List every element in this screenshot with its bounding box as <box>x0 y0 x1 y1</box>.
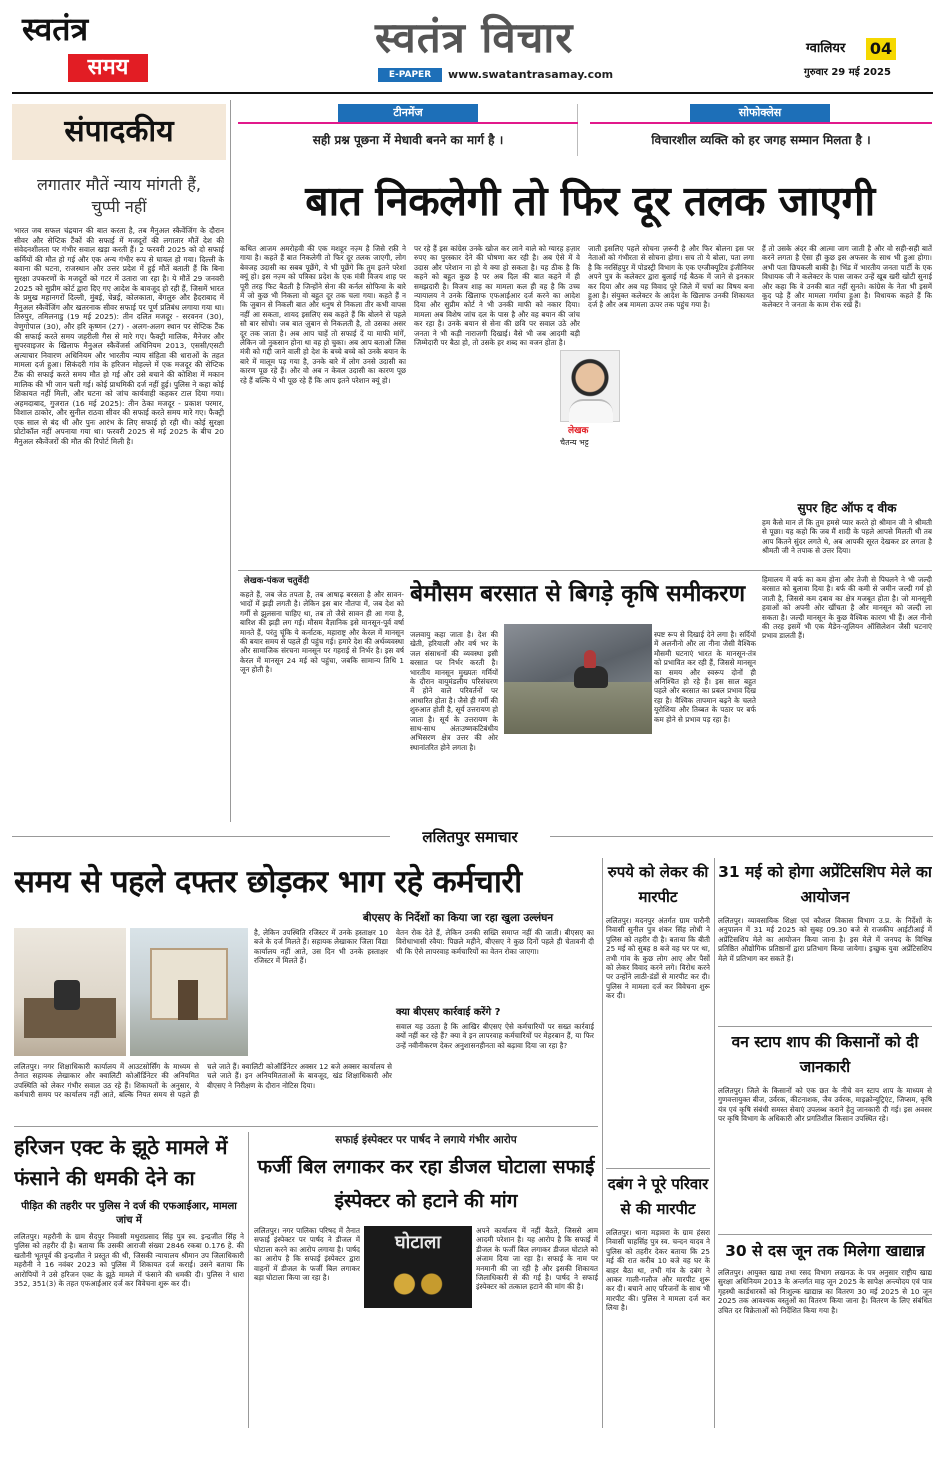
harijan-divider <box>248 1132 249 1428</box>
lead-col-4: हैं तो उसके अंदर की आत्मा जाग जाती है और वो सही-सही बातें करने लगता है ऐसा ही कुछ इस अफसर के साथ भी हुआ होगा। अभी पता छिपकली बाकी है। भिंड में भारतीय जनता पार्टी के एक विधायक जी ने कलेक्टर के पास जाकर उन्हें खूब खरी खोटी सुनाई और कहा कि वे उनकी बात नहीं सुनते। कांग्रेस के नेता भी इसमें कूद पड़े हैं और मामला गर्माया हुआ है। विधायक कहते हैं कि कलेक्टर ने जनता के काम रोक रखे हैं। <box>762 244 932 310</box>
khad-headline: 30 से दस जून तक मिलेगा खाद्यान्न <box>725 1242 925 1260</box>
agri-col-3: स्पष्ट रूप से दिखाई देने लगा है। सर्दियों में अलनीनो और ला नीना जैसी वैश्विक मौसमी घटनाएं भारत के मानसून-तंत्र को प्रभावित कर रही हैं, जिससे मानसून का समय और स्वरूप दोनों ही अनिश्चित हो रहे हैं। इस साल बहुत पहले और बरसात का प्रबल प्रभाव दिख रहा है। वैश्विक तापमान बढ़ने के चलते यूरोशिया और तिब्बत के पठार पर बर्फ कम होने से प्रभाव पड़ रहा है। <box>654 630 756 724</box>
masthead-rule <box>12 92 933 94</box>
registration-bar <box>14 1444 932 1452</box>
masthead <box>0 0 945 92</box>
office-chair <box>54 980 80 1010</box>
superhit-title: सुपर हिट ऑफ द वीक <box>797 501 897 515</box>
agri-col-2: जलवायु कहा जाता है। देश की खेती, हरियाली और वर्ष भर के जल संसाधनों की व्यवस्था इसी बरसात पर निर्भर करती है। भारतीय मानसून मुख्यतः गर्मियों के दौरान वायुमंडलीय परिसंचरण में होने वाले परिवर्तनों पर आधारित होता है। जैसे ही गर्मी की शुरुआत होती है, सूर्य उत्तरायण हो जाता है। सूर्य के उत्तरायण के साथ-साथ अंतःउष्णकटिबंधीय अभिसरण क्षेत्र उत्तर की ओर स्थानांतरित होने लगता है। <box>410 630 498 752</box>
teaser-1-bar <box>238 122 578 124</box>
diesel-col-1: ललितपुर। नगर पालिका परिषद में तैनात सफाई इंस्पेक्टर पर पार्षद ने डीजल में घोटाला करने का आरोप लगाया है। पार्षद का आरोप है कि सफाई इंस्पेक्टर द्वारा वाहनों में डीजल के फर्जी बिल लगाकर बड़ा घोटाला किया जा रहा है। <box>254 1226 360 1283</box>
teaser-1 <box>238 104 578 156</box>
lead-bottom-rule <box>238 570 932 571</box>
dabang-headline: दबंग ने पूरे परिवार से की मारपीट <box>607 1175 709 1218</box>
vanstop-body: ललितपुर। जिले के किसानों को एक छत के नीचे वन स्टाप शाप के माध्यम से गुणवत्तायुक्त बीज, उर्वरक, कीटनाशक, जैव उर्वरक, माइक्रोन्यूट्रिएंट, जिप्सम, कृषि यंत्र एवं कृषि संबंधी समस्त सेवाएं उपलब्ध कराने हेतु जानकारी दी गई। इस अवसर पर कृषि विभाग के अधिकारी और प्रगतिशील किसान उपस्थित रहे। <box>718 1086 932 1124</box>
rupees-rule <box>606 1168 710 1169</box>
lalitpur-main-col-2b: सवाल यह उठता है कि आखिर बीएसए ऐसे कर्मचारियों पर सख्त कार्रवाई क्यों नहीं कर रहे हैं? क्या वे इन लापरवाह कर्मचारियों पर मेहरबान हैं, या फिर उन्हें नवीनीकरण देकर अनुशासनहीनता को बढ़ावा दिया जा रहा है? <box>396 1022 594 1050</box>
lalitpur-right-divider <box>714 858 715 1428</box>
agri-headline: बेमौसम बरसात से बिगड़े कृषि समीकरण <box>410 581 746 607</box>
teaser-2-text: विचारशील व्यक्ति को हर जगह सम्मान मिलता है । <box>651 133 871 147</box>
agri-author: लेखक-पंकज चतुर्वेदी <box>244 576 310 586</box>
harijan-body: ललितपुर। महरौनी के ग्राम सैदपुर निवासी मथुराप्रसाद सिंह पुत्र स्व. इन्द्रजीत सिंह ने पुलिस को तहरीर दी है। बताया कि उसकी आराजी संख्या 2846 रकबा 0.176 हे. की खतौनी भूतपूर्व की इन्द्रजीत ने प्रस्तुत की थी, जिसकी न्यायालय श्रीमान उप जिलाधिकारी महरौनी ने 16 नवंबर 2023 को पुलिस में शिकायत दर्ज कराई। उसने बताया कि आरोपियों ने उसे हरिजन एक्ट के झूठे मामले में फंसाने की धमकी दी। पुलिस ने धारा 352, 351(3) के तहत एफआईआर दर्ज कर विवेचना शुरू कर दी। <box>14 1232 244 1289</box>
diesel-kicker: सफाई इंस्पेक्टर पर पार्षद ने लगाये गंभीर आरोप <box>335 1134 517 1146</box>
teaser-2-kicker: सोफोक्लेस <box>690 104 830 122</box>
teaser-2 <box>590 104 932 156</box>
editorial-headline: लगातार मौतें न्याय मांगती हैं, चुप्पी नहीं <box>37 175 201 216</box>
logo-bottom: समय <box>68 54 148 82</box>
mela-body: ललितपुर। व्यावसायिक शिक्षा एवं कौशल विकास विभाग उ.प्र. के निर्देशों के अनुपालन में 31 मई 2025 को सुबह 09.30 बजे से राजकीय आईटीआई में अप्रेंटिसशिप मेले का आयोजन किया जाना है। इस मेले में जनपद के विभिन्न प्रतिष्ठित औद्योगिक प्रतिष्ठानों द्वारा प्रतिभाग किया जायेगा। इच्छुक युवा अप्रेंटिसशिप मेले में प्रतिभाग कर सकते हैं। <box>718 916 932 963</box>
ghotala-text: घोटाला <box>395 1232 441 1253</box>
lalitpur-main-col-1: है, लेकिन उपस्थिति रजिस्टर में उनके हस्ताक्षर 10 बजे के दर्ज मिलते हैं। सहायक लेखाकार जिला विद्या कार्यालय नहीं आते, उस दिन भी उनके हस्ताक्षर रजिस्टर में मिलते हैं। <box>254 928 388 966</box>
lalitpur-mid-divider <box>602 858 603 1428</box>
teaser-strip <box>238 104 932 158</box>
epaper-badge: E-PAPER <box>378 68 442 82</box>
rupees-body: ललितपुर। मदनपुर अंतर्गत ग्राम पारौनी निवासी सुनील पुत्र शंकर सिंह लोधी ने पुलिस को तहरीर दी है। बताया कि बीती 25 मई को सुबह 8 बजे वह घर पर था, तभी गांव के कुछ लोग आए और पैसों को लेकर विवाद करने लगे। विरोध करने पर उन्होंने लाठी-डंडों से मारपीट कर दी। पुलिस ने मामला दर्ज कर विवेचना शुरू कर दी। <box>606 916 710 1001</box>
harijan-sub: पीड़ित की तहरीर पर पुलिस ने दर्ज की एफआईआर, मामला जांच में <box>21 1201 237 1226</box>
author-label: लेखक <box>568 426 589 436</box>
lead-col-2: पर रहे हैं इस कांग्रेस उनके खोज कर लाने वाले को ग्यारह हज़ार रुपए का पुरस्कार देने की घोषणा कर रही है। अब ऐसे में वे उदास और परेशान ना हो ये क्या हो सकता है। यह ठीक है कि कहने को बहुत कुछ है पर अब दिल की बात कहने में ही समझदारी है। विजय शाह का मामला कल ही वह है कि उच्च न्यायालय ने उनके खिलाफ एफआईआर दर्ज करने का आदेश दिया और सुप्रीम कोर्ट ने भी उनकी माफी को नकार दिया। मामला अब विशेष जांच दल के पास है और वह बयान की जांच कर रहा है। उनके बयान से सेना की छवि पर सवाल उठे और जनता ने भी कड़ी नाराजगी दिखाई। वैसे भी जब आदमी बड़ी जिम्मेदारी पर बैठा हो, तो उसके हर शब्द का वजन होता है। <box>414 244 580 348</box>
vanstop-headline: वन स्टाप शाप की किसानों को दी जानकारी <box>731 1033 919 1076</box>
rupees-headline: रुपये को लेकर की मारपीट <box>607 863 709 906</box>
diesel-headline: फर्जी बिल लगाकर कर रहा डीजल घोटाला सफाई इंस्पेक्टर को हटाने की मांग <box>257 1156 595 1212</box>
dabang-body: ललितपुर। थाना मड़ावरा के ग्राम हंसरा निवासी चाहसिंह पुत्र स्व. चन्दन यादव ने पुलिस को तहरीर देकर बताया कि 25 मई की रात करीब 10 बजे वह घर के बाहर बैठा था, तभी गांव के दबंग ने आकर गाली-गलौज और मारपीट शुरू कर दी। बचाने आए परिजनों के साथ भी मारपीट की। पुलिस ने मामला दर्ज कर लिया है। <box>606 1228 710 1313</box>
masthead-title: स्वतंत्र विचार <box>375 13 574 62</box>
issue-date: गुरुवार 29 मई 2025 <box>804 67 891 78</box>
lalitpur-main-headline: समय से पहले दफ्तर छोड़कर भाग रहे कर्मचारी <box>14 864 522 900</box>
lead-col-3: जाती इसलिए पहले सोचना ज़रूरी है और फिर बोलना इस पर नेताओं को गंभीरता से सोचना होगा। सच तो ये बोला, पता लगा है कि नरसिंहपुर में पोडस्ट्री विभाग के एक एग्जीक्यूटिव इंजीनियर अपने पुत्र के कलेक्टर द्वारा बुलाई गई बैठक में जाने से इनकार कर दिया और अब यह विवाद पूरे जिले में चर्चा का विषय बना हुआ है। संयुक्त कलेक्टर के आदेश के खिलाफ उनकी शिकायत दर्ज है और अब मामला ऊपर तक पहुंच गया है। <box>588 244 754 310</box>
mela-headline: 31 मई को होगा अप्रेंटिसशिप मेले का आयोजन <box>718 863 932 906</box>
logo <box>22 10 150 84</box>
vanstop-rule <box>718 1234 932 1235</box>
khad-body: ललितपुर। आयुक्त खाद्य तथा रसद विभाग लखनऊ के पत्र अनुसार राष्ट्रीय खाद्य सुरक्षा अधिनियम 2013 के अन्तर्गत माह जून 2025 के सापेक्ष अन्त्योदय एवं पात्र गृहस्थी कार्डधारकों को निःशुल्क खाद्यान्न का वितरण 30 मई 2025 से 10 जून 2025 तक आवश्यक वस्तुओं का वितरण किया जाना है। वितरण के लिए संबंधित उचित दर विक्रेताओं को निर्देशित किया गया है। <box>718 1268 932 1315</box>
teaser-1-text: सही प्रश्न पूछना में मेधावी बनने का मार्ग है । <box>312 133 504 147</box>
office-photo-1 <box>14 928 126 1056</box>
teaser-2-bar <box>590 122 932 124</box>
site-url[interactable]: www.swatantrasamay.com <box>448 68 614 81</box>
logo-top: स्वतंत्र <box>22 10 89 48</box>
agri-col-1: कहते हैं, जब जेठ तपता है, तब आषाढ़ बरसता है और सावन-भादों में झड़ी लगती है। लेकिन इस बार नौतपा में, जब देश को गर्मी से झुलसना चाहिए था, तब तो जैसे सावन ही आ गया है, बारिश की झड़ी लग गई। मौसम वैज्ञानिक इसे मानसून-पूर्व वर्षा मानते हैं, परंतु चूंकि ये कर्नाटक, महाराष्ट्र और केरल में मानसून की बयार समय से पहले ही पहुंच गई। हमारे देश की अर्थव्यवस्था और सामाजिक संरचना मानसून पर गहराई से निर्भर है। इस वर्ष केरल में मानसून 24 मई को पहुंचा, जबकि सामान्य तिथि 1 जून होती है। <box>240 590 404 675</box>
harijan-headline: हरिजन एक्ट के झूठे मामले में फंसाने की धमकी देने का <box>14 1135 228 1190</box>
teaser-1-kicker: टीनमेंज <box>338 104 478 122</box>
lalitpur-main-bottom: ललितपुर। नगर शिक्षाधिकारी कार्यालय में आउटसोर्सिंग के माध्यम से तैनात सहायक लेखाकार और क्वालिटी कोऑर्डिनेटर की अनियमित उपस्थिति को लेकर गंभीर सवाल उठ रहे हैं। शिकायतों के अनुसार, ये कर्मचारी समय पर कार्यालय नहीं आते, बल्कि नियत समय से पहले ही चले जाते हैं। क्वालिटी कोऑर्डिनेटर अक्सर 12 बजे अक्सर कार्यालय से चले जाते हैं। इन अनियमितताओं के बावजूद, खंड शिक्षाधिकारी और बीएसए ने निरीक्षण के दौरान नोटिस दिया। <box>14 1062 392 1100</box>
section-banner: ललितपुर समाचार <box>390 826 550 848</box>
mela-rule <box>718 1026 932 1027</box>
lead-col-1: कथित आजम अमरोहवी की एक मशहूर नज़्म है जिसे रफ़ी ने गाया है। कहते हैं बात निकलेगी तो फिर दूर तलक जाएगी, लोग बेवजह उदासी का सबब पूछेंगे, ये भी पूछेंगे कि तुम इतने परेशां क्यूं हो। इस नज़्म को पत्रिका प्रदेश के एक मंत्री विजय शाह पर पूरी तरह फिट बैठती है जिन्होंने सेना की कर्नल सोफिया के बारे में जो कुछ भी निकला वो बहुत दूर तक चला गया। कहते हैं न कि जुबान से निकली बात और धनुष से निकला तीर कभी वापस नहीं आ सकता, शायद इसलिए सब कहते हैं कि बोलने से पहले सौ बार सोचो। जब बात ज़ुबान से निकलती है, तो उसका असर दूर तक जाता है। अब आप चाहें तो सफाई दें या माफी मांगें, लेकिन जो नुकसान होना था वह हो चुका। अब आप बताओ जिस मंत्री को गद्दी जाने वाली हो देश के बच्चे बच्चे को उनके बयान के बारे में मालूम पड़ गया है, उनके बारे में लोग उनसे उदासी का कारण पूछ रहे हैं। और वो अब न केवल उदासी का कारण पूछ रहे हैं बल्कि ये भी पूछ रहे हैं कि आप इतने परेशान क्यूं हो। <box>240 244 406 385</box>
lalitpur-main-sub: बीएसए के निर्देशों का किया जा रहा खुला उल्लंघन <box>362 912 554 924</box>
editorial-banner: संपादकीय <box>12 104 226 160</box>
diesel-col-2: अपने कार्यालय में नहीं बैठते, जिससे आम आदमी परेशान है। यह आरोप है कि सफाई में डीजल के फर्जी बिल लगाकर डीजल घोटाले को अंजाम दिया जा रहा है। सफाई के नाम पर मनमानी की जा रही है और इसकी शिकायत जिलाधिकारी से की गई है। पार्षद ने सफाई इंस्पेक्टर को तत्काल हटाने की मांग की है। <box>476 1226 598 1292</box>
editorial-body: भारत जब सफल चंद्रयान की बात करता है, तब मैनुअल स्कैवेंजिंग के दौरान सीवर और सेप्टिक टैंकों की सफाई में मजदूरों की लगातार मौतें देश की संवेदनशीलता पर गंभीर सवाल खड़ा करती हैं। 2 फरवरी 2025 को दो सफाई कर्मियों की मौत हो गई और एक अन्य गंभीर रूप से घायल हो गया। दिल्ली के बवाना की घटना, राजस्थान और उत्तर प्रदेश में हुई मौतें बताती हैं कि बिना सुरक्षा उपकरणों के मजदूरों को गटर में उतारा जा रहा है। ये मौतें 29 जनवरी 2025 को सुप्रीम कोर्ट द्वारा दिए गए आदेश के बावजूद हो रही हैं, जिसमें भारत के प्रमुख महानगरों दिल्ली, मुंबई, चेन्नई, कोलकाता, बेंगलुरु और हैदराबाद में मैनुअल स्कैवेंजिंग और खतरनाक सीवर सफाई पर पूर्ण प्रतिबंध लगाया गया था। तिरुपुर, तमिलनाडु (19 मई 2025): तीन दलित मजदूर - सरवनन (30), वेणुगोपाल (30), और हरि कृष्णन (27) - अलग-अलग स्थान पर सेप्टिक टैंक की सफाई करते समय जहरीली गैस से मारे गए। फैक्ट्री मालिक, मैनेजर और सुपरवाइजर के खिलाफ मैनुअल स्कैवेंजर्स अधिनियम 2013, एससी/एसटी अत्याचार निवारण अधिनियम और भारतीय न्याय संहिता की धाराओं के तहत मामला दर्ज हुआ। सिकंदरी गांव के हरिजन मोहल्ले में एक मजदूर की सेप्टिक टैंक की सफाई करते समय मौत हो गई और उसे बचाने की कोशिश में मकान मालिक की भी जान चली गई। कोई प्राथमिकी दर्ज नहीं हुई। पुलिस ने कहा कोई शिकायत नहीं मिली, और घटना को जांच कार्यवाही कहकर टाल दिया गया। अहमदाबाद, गुजरात (16 मई 2025): तीन ठेका मजदूर - प्रकाश परमार, विशाल ठाकोर, और सुनील राठवा सीवर की सफाई करते समय मारे गए। फैक्ट्री एक साल से बंद थी और पुनः आरंभ के लिए सफाई हो रही थी। कोई सुरक्षा प्रोटोकॉल नहीं अपनाया गया था। फरवरी 2025 से मई 2025 के बीच 20 मैनुअल स्कैवेंजरों की मौत की रिपोर्ट मिली है। <box>14 226 224 447</box>
ghotala-coins <box>384 1266 452 1302</box>
lalitpur-main-question: क्या बीएसए कार्रवाई करेंगे ? <box>396 1007 501 1018</box>
editorial-column <box>12 100 226 820</box>
author-name: चैतन्य भट्ट <box>560 438 589 447</box>
lalitpur-main-col-2: वेतन रोक देते हैं, लेकिन उनकी सख्ति समाप्त नहीं की जाती। बीएसए का विरोधाभासी रवैया: पिछले महीने, बीएसए ने कुछ दिनों पहले ही चेतावनी दी थी कि ऐसे लापरवाह कर्मचारियों का वेतन रोका जाएगा। <box>396 928 594 956</box>
lalitpur-left-rule <box>14 1126 598 1127</box>
superhit-text: हम कैसे मान लें कि तुम हमसे प्यार करते हो श्रीमान जी ने श्रीमती से पूछा। यह कहो कि जब मैं शादी के पहले आपसे मिलती थी तब आप कितने सुंदर लगते थे, अब आपकी सूरत देखकर डर लगता है श्रीमती जी ने तपाक से उत्तर दिया। <box>762 518 932 556</box>
page-number: 04 <box>866 38 896 60</box>
office-door <box>178 980 198 1020</box>
office-photo-2 <box>130 928 248 1056</box>
agri-col-4: हिमालय में बर्फ का कम होना और तेजी से पिघलने ने भी जल्दी बरसात को बुलावा दिया है। बर्फ की कमी से जमीन जल्दी गर्म हो जाती है, जिससे कम दबाव का क्षेत्र मजबूत होता है। जो मानसूनी हवाओं को अपनी ओर खींचता है और मानसून को जल्दी ला सकता है। जल्दी मानसून के कुछ वैश्विक कारण भी हैं। अल नीनो की तरह इसमें भी एक मैडेन-जूलियन ऑसिलेशन जैसी घटनाएं प्रभाव डालती हैं। <box>762 575 932 641</box>
lead-headline: बात निकलेगी तो फिर दूर तलक जाएगी <box>305 177 875 225</box>
city-label: ग्वालियर <box>806 41 846 56</box>
editorial-divider <box>230 100 231 822</box>
ghotala-graphic <box>364 1226 472 1308</box>
